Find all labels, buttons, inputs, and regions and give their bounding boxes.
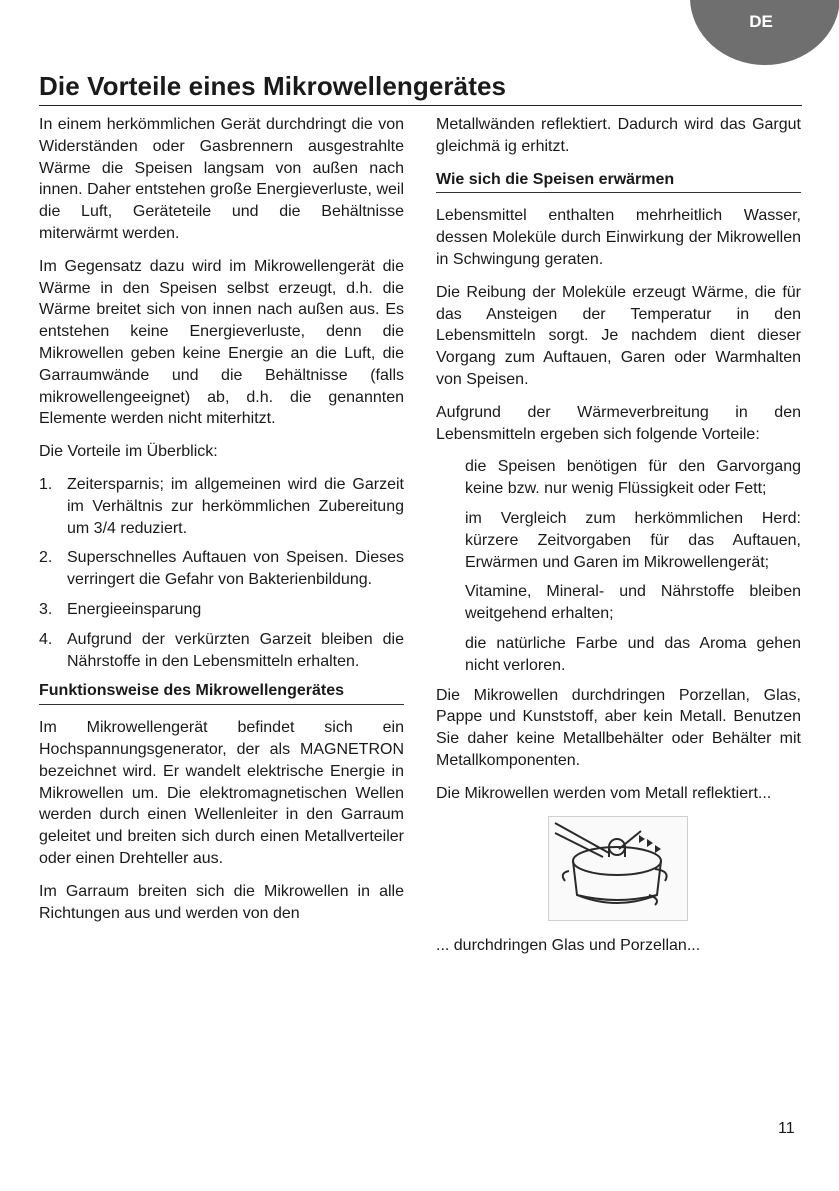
list-item: 1. Zeitersparnis; im allgemeinen wird die Garzeit im Verhältnis zur herkömmlichen Zubereitung um 3/4 reduziert.: [39, 475, 404, 537]
benefits-list: [436, 456, 801, 676]
benefits-intro: Aufgrund der Wärmeverbreitung in den Lebensmitteln ergeben sich folgende Vorteile:: [436, 403, 801, 443]
list-item: 4. Aufgrund der verkürzten Garzeit bleiben die Nährstoffe in den Lebensmitteln erhalten.: [39, 630, 404, 670]
glass-porcelain-text: ... durchdringen Glas und Porzellan...: [436, 936, 701, 954]
materials-paragraph: Die Mikrowellen durchdringen Porzellan, Glas, Pappe und Kunststoff, aber kein Metall. Benutzen Sie daher keine Metallbehälter oder Behälter mit Metallkomponenten.: [436, 686, 801, 769]
metal-reflection-text: Die Mikrowellen werden vom Metall reflektiert...: [436, 784, 772, 802]
left-column: [39, 114, 404, 935]
advantages-list: [39, 474, 404, 672]
metal-pot-reflection-icon: [549, 817, 687, 920]
list-item: 3. Energieeinsparung: [39, 600, 202, 618]
section-heading-function: Funktionsweise des Mikrowellengerätes: [39, 680, 404, 705]
list-item: 2. Superschnelles Auftauen von Speisen. Dieses verringert die Gefahr von Bakterienbildung.: [39, 549, 404, 589]
continuation-paragraph: Metallwänden reflektiert. Dadurch wird das Gargut gleichmä ig erhitzt.: [436, 116, 801, 155]
page-number: 11: [778, 1120, 795, 1137]
advantages-intro: Die Vorteile im Überblick:: [39, 443, 218, 461]
cavity-paragraph: Im Garraum breiten sich die Mikrowellen in alle Richtungen aus und werden von den: [39, 882, 404, 922]
language-tab: [690, 0, 839, 65]
language-label: DE: [749, 12, 773, 31]
list-item: die Speisen benötigen für den Garvorgang keine bzw. nur wenig Flüssigkeit oder Fett;: [465, 458, 801, 498]
magnetron-paragraph: Im Mikrowellengerät befindet sich ein Hochspannungsgenerator, der als MAGNETRON bezeichnet wird. Er wandelt elektrische Energie in Mikrowellen um. Die elektromagnetischen Wellen werden durch einen Wellenleiter in den Garraum geleitet und breiten sich durch einen Metallverteiler oder einen Drehteller aus.: [39, 719, 404, 867]
list-item: die natürliche Farbe und das Aroma gehen nicht verloren.: [465, 634, 801, 674]
contrast-paragraph: Im Gegensatz dazu wird im Mikrowellengerät die Wärme in den Speisen selbst erzeugt, d.h. die Wärme breitet sich von innen nach außen aus. Es entstehen keine Energieverluste, denn die Mikrowellen geben keine Energie an die Luft, die Garraumwände und die Behältnisse (falls mikrowellengeeignet) ab, d.h. die genannten Elemente werden nicht miterhitzt.: [39, 257, 404, 428]
right-column: [436, 114, 801, 967]
page-title: Die Vorteile eines Mikrowellengerätes: [39, 71, 802, 106]
water-paragraph: Lebensmittel enthalten mehrheitlich Wasser, dessen Moleküle durch Einwirkung der Mikrowellen in Schwingung geraten.: [436, 207, 801, 268]
section-heading-heating: Wie sich die Speisen erwärmen: [436, 169, 801, 194]
friction-paragraph: Die Reibung der Moleküle erzeugt Wärme, die für das Ansteigen der Temperatur in den Lebensmitteln sorgt. Je nachdem dient dieser Vorgang zum Auftauen, Garen oder Warmhalten von Speisen.: [436, 283, 801, 388]
intro-paragraph: In einem herkömmlichen Gerät durchdringt die von Widerständen oder Gasbrennern ausgestrahlte Wärme die Speisen langsam von außen nach innen. Daher entstehen große Energieverluste, weil die Luft, Geräteteile und die Behältnisse miterwärmt werden.: [39, 116, 404, 242]
list-item: Vitamine, Mineral- und Nährstoffe bleiben weitgehend erhalten;: [465, 583, 801, 623]
list-item: im Vergleich zum herkömmlichen Herd: kürzere Zeitvorgaben für das Auftauen, Erwärmen und Garen im Mikrowellengerät;: [465, 509, 801, 571]
metal-pot-illustration: [548, 816, 688, 921]
